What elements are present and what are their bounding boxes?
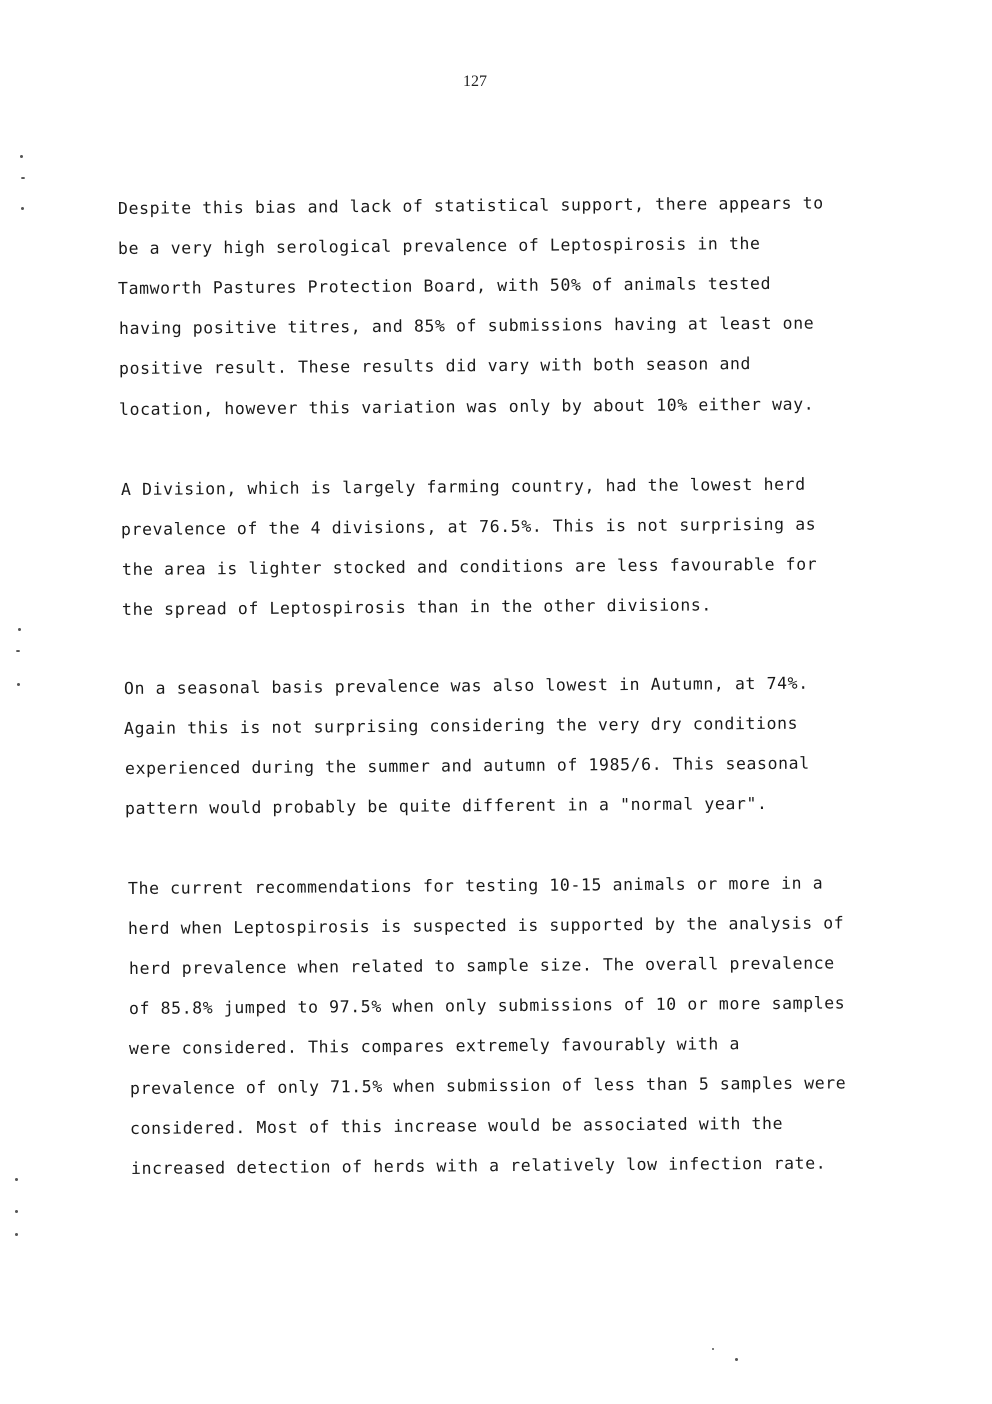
- page-number: 127: [463, 73, 487, 90]
- text-line: prevalence of the 4 divisions, at 76.5%. This is not surprising as: [120, 514, 817, 539]
- scan-speck: [16, 650, 20, 652]
- text-line: were considered. This compares extremely favourably with a: [128, 1034, 741, 1058]
- text-line: prevalence of only 71.5% when submission of less than 5 samples were: [129, 1073, 847, 1098]
- text-line: having positive titres, and 85% of submissions having at least one: [118, 313, 815, 338]
- text-line: the spread of Leptospirosis than in the other divisions.: [121, 595, 712, 619]
- text-line: considered. Most of this increase would be associated with the: [129, 1113, 784, 1138]
- scan-speck: [17, 683, 20, 686]
- scan-speck: [712, 1348, 714, 1350]
- text-line: location, however this variation was only by about 10% either way.: [118, 394, 815, 419]
- text-line: herd prevalence when related to sample size. The overall prevalence: [128, 953, 835, 978]
- scan-speck: [15, 1210, 18, 1213]
- text-line: positive result. These results did vary with both season and: [118, 354, 752, 378]
- scan-speck: [21, 177, 25, 179]
- text-line: experienced during the summer and autumn of 1985/6. This seasonal: [124, 753, 810, 778]
- text-line: the area is lighter stocked and conditions are less favourable for: [121, 554, 818, 579]
- scan-speck: [15, 1233, 18, 1236]
- text-line: On a seasonal basis prevalence was also lowest in Autumn, at 74%.: [123, 673, 809, 698]
- text-line: increased detection of herds with a relatively low infection rate.: [130, 1153, 827, 1178]
- text-line: The current recommendations for testing 10-15 animals or more in a: [127, 873, 824, 898]
- scan-speck: [18, 628, 21, 631]
- scan-speck: [15, 1178, 18, 1181]
- text-line: Tamworth Pastures Protection Board, with 50% of animals tested: [117, 273, 772, 298]
- scan-speck: [735, 1358, 738, 1361]
- text-line: be a very high serological prevalence of Leptospirosis in the: [117, 233, 761, 258]
- text-line: herd when Leptospirosis is suspected is supported by the analysis of: [127, 913, 845, 938]
- scan-speck: [20, 155, 23, 158]
- text-line: Again this is not surprising considering the very dry conditions: [123, 713, 799, 738]
- text-line: A Division, which is largely farming country, had the lowest herd: [120, 474, 806, 499]
- text-line: Despite this bias and lack of statistical support, there appears to: [117, 193, 824, 218]
- text-line: pattern would probably be quite different in a "normal year".: [124, 793, 768, 818]
- scan-speck: [21, 207, 24, 210]
- text-line: of 85.8% jumped to 97.5% when only submissions of 10 or more samples: [128, 993, 846, 1018]
